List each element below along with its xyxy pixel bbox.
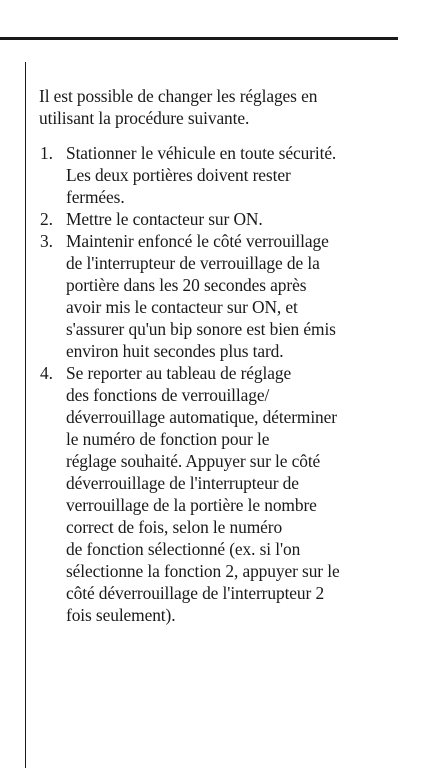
top-rule xyxy=(0,37,398,40)
step-text-line: Stationner le véhicule en toute sécurité. xyxy=(66,143,337,163)
step-text-line: de fonction sélectionné (ex. si l'on xyxy=(66,539,301,559)
step-2 xyxy=(39,208,401,230)
step-text-line: fois seulement). xyxy=(66,605,176,625)
step-text-line: le numéro de fonction pour le xyxy=(66,429,270,449)
step-number: 4. xyxy=(40,363,53,383)
intro-line: utilisant la procédure suivante. xyxy=(39,108,250,128)
step-text-line: s'assurer qu'un bip sonore est bien émis xyxy=(66,319,336,339)
step-text-line: des fonctions de verrouillage/ xyxy=(66,385,270,405)
step-4 xyxy=(39,362,401,626)
step-number: 3. xyxy=(40,231,53,251)
step-text-line: Mettre le contacteur sur ON. xyxy=(66,209,263,229)
step-number: 2. xyxy=(40,209,53,229)
step-text-line: sélectionne la fonction 2, appuyer sur le xyxy=(66,561,340,581)
step-text-line: Les deux portières doivent rester xyxy=(66,165,291,185)
step-text-line: déverrouillage de l'interrupteur de xyxy=(66,473,299,493)
step-text-line: fermées. xyxy=(66,187,125,207)
step-3 xyxy=(39,230,401,362)
step-text-line: réglage souhaité. Appuyer sur le côté xyxy=(66,451,321,471)
step-text-line: avoir mis le contacteur sur ON, et xyxy=(66,297,298,317)
procedure-steps xyxy=(39,142,401,626)
step-text-line: de l'interrupteur de verrouillage de la xyxy=(66,253,320,273)
left-margin-rule xyxy=(25,62,26,768)
intro-line: Il est possible de changer les réglages en xyxy=(39,86,318,106)
step-text-line: environ huit secondes plus tard. xyxy=(66,341,284,361)
step-text-line: déverrouillage automatique, déterminer xyxy=(66,407,337,427)
step-text-line: portière dans les 20 secondes après xyxy=(66,275,307,295)
step-text-line: correct de fois, selon le numéro xyxy=(66,517,283,537)
step-text-line: Se reporter au tableau de réglage xyxy=(66,363,292,383)
document-body xyxy=(39,85,401,626)
step-text-line: Maintenir enfoncé le côté verrouillage xyxy=(66,231,329,251)
step-text-line: côté déverrouillage de l'interrupteur 2 xyxy=(66,583,325,603)
intro-paragraph xyxy=(39,85,401,129)
step-text-line: verrouillage de la portière le nombre xyxy=(66,495,317,515)
step-1 xyxy=(39,142,401,208)
step-number: 1. xyxy=(40,143,53,163)
